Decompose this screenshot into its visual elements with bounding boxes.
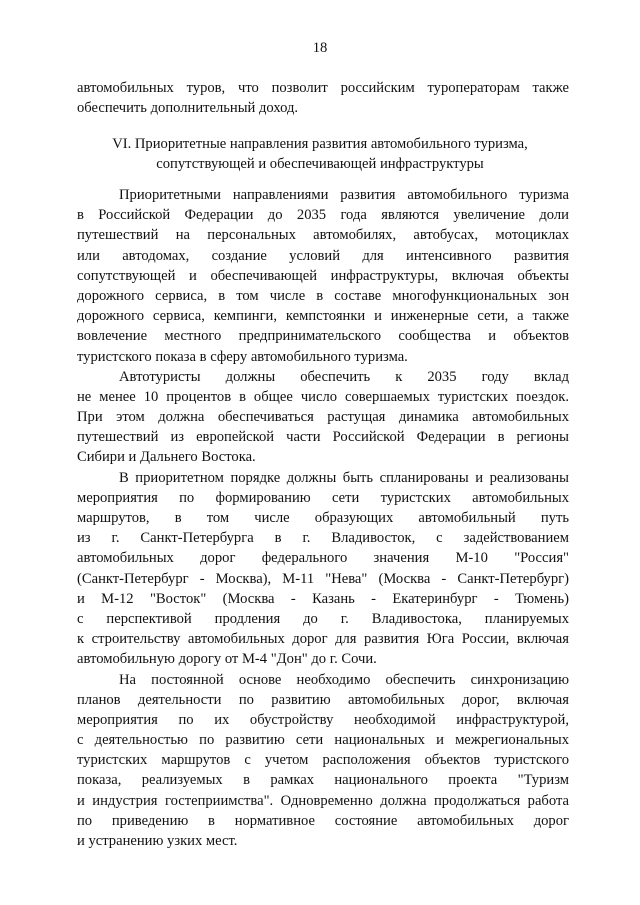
text-line: (Санкт-Петербург - Москва), М-11 "Нева" (Москва - Санкт-Петербург): [77, 570, 569, 587]
text-line: туристских маршрутов с учетом расположения объектов туристского: [77, 752, 569, 769]
text-line: или автодомах, создание условий для интенсивного развития: [77, 247, 569, 264]
text-line: сопутствующей и обеспечивающей инфраструктуры, включая объекты: [77, 267, 569, 284]
text-line: дорожного сервиса, кемпинги, кемпстоянки и инженерные сети, а также: [77, 308, 569, 325]
body-text: [77, 185, 569, 851]
text-line: и индустрия гостеприимства". Одновременно должна продолжаться работа: [77, 792, 569, 809]
page-number: 18: [312, 40, 328, 56]
section-heading: [77, 134, 563, 174]
text-line: и устранению узких мест.: [77, 833, 238, 849]
paragraph: [77, 468, 569, 670]
text-line: из г. Санкт-Петербурга в г. Владивосток, с задействованием: [77, 530, 569, 547]
text-line: к строительству автомобильных дорог для развития Юга России, включая: [77, 631, 569, 648]
paragraph: [77, 367, 569, 468]
paragraph: [77, 670, 569, 852]
text-line: мероприятия по их обустройству необходимой инфраструктурой,: [77, 711, 569, 728]
text-line: На постоянной основе необходимо обеспечить синхронизацию: [119, 671, 569, 688]
text-line: с деятельностью по развитию сети национальных и межрегиональных: [77, 732, 569, 749]
text-line: маршрутов, в том числе образующих автомобильный путь: [77, 510, 569, 526]
heading-line: VI. Приоритетные направления развития автомобильного туризма,: [112, 136, 528, 152]
text-line: Автотуристы должны обеспечить к 2035 году вклад: [119, 368, 569, 385]
text-line: и М-12 "Восток" (Москва - Казань - Екатеринбург - Тюмень): [77, 590, 569, 607]
text-line: Приоритетными направлениями развития автомобильного туризма: [119, 187, 569, 203]
text-line: мероприятия по формированию сети туристских автомобильных: [77, 489, 569, 506]
text-line: При этом должна обеспечиваться растущая динамика автомобильных: [77, 409, 569, 426]
text-line: планов деятельности по развитию автомобильных дорог, включая: [77, 691, 569, 708]
text-line: дорожного сервиса, в том числе в составе многофункциональных зон: [77, 287, 569, 304]
text-line: в Российской Федерации до 2035 года являются увеличение доли: [77, 207, 569, 224]
text-line: не менее 10 процентов в общее число совершаемых туристских поездок.: [77, 388, 569, 405]
text-line: показа, реализуемых в рамках национального проекта "Туризм: [77, 772, 569, 789]
text-line: вовлечение местного предпринимательского сообщества и объектов: [77, 328, 569, 345]
text-line: обеспечить дополнительный доход.: [77, 100, 299, 117]
heading-line: сопутствующей и обеспечивающей инфраструктуры: [156, 156, 484, 173]
text-line: с перспективой продления до г. Владивостока, планируемых: [77, 610, 569, 627]
text-line: автомобильных туров, что позволит российским туроператорам также: [77, 80, 569, 96]
text-line: путешествий на персональных автомобилях, автобусах, мотоциклах: [77, 227, 569, 244]
paragraph: [77, 185, 569, 367]
text-line: путешествий из европейской части Российской Федерации в регионы: [77, 429, 569, 446]
text-line: В приоритетном порядке должны быть спланированы и реализованы: [119, 469, 569, 486]
text-line: автомобильных дорог федерального значения М-10 "Россия": [77, 550, 569, 567]
text-line: по приведению в нормативное состояние автомобильных дорог: [77, 812, 569, 829]
text-line: Сибири и Дальнего Востока.: [77, 449, 256, 466]
intro-paragraph: [77, 78, 569, 118]
text-line: автомобильную дорогу от М-4 "Дон" до г. Сочи.: [77, 651, 377, 668]
text-line: туристского показа в сферу автомобильного туризма.: [77, 348, 408, 365]
